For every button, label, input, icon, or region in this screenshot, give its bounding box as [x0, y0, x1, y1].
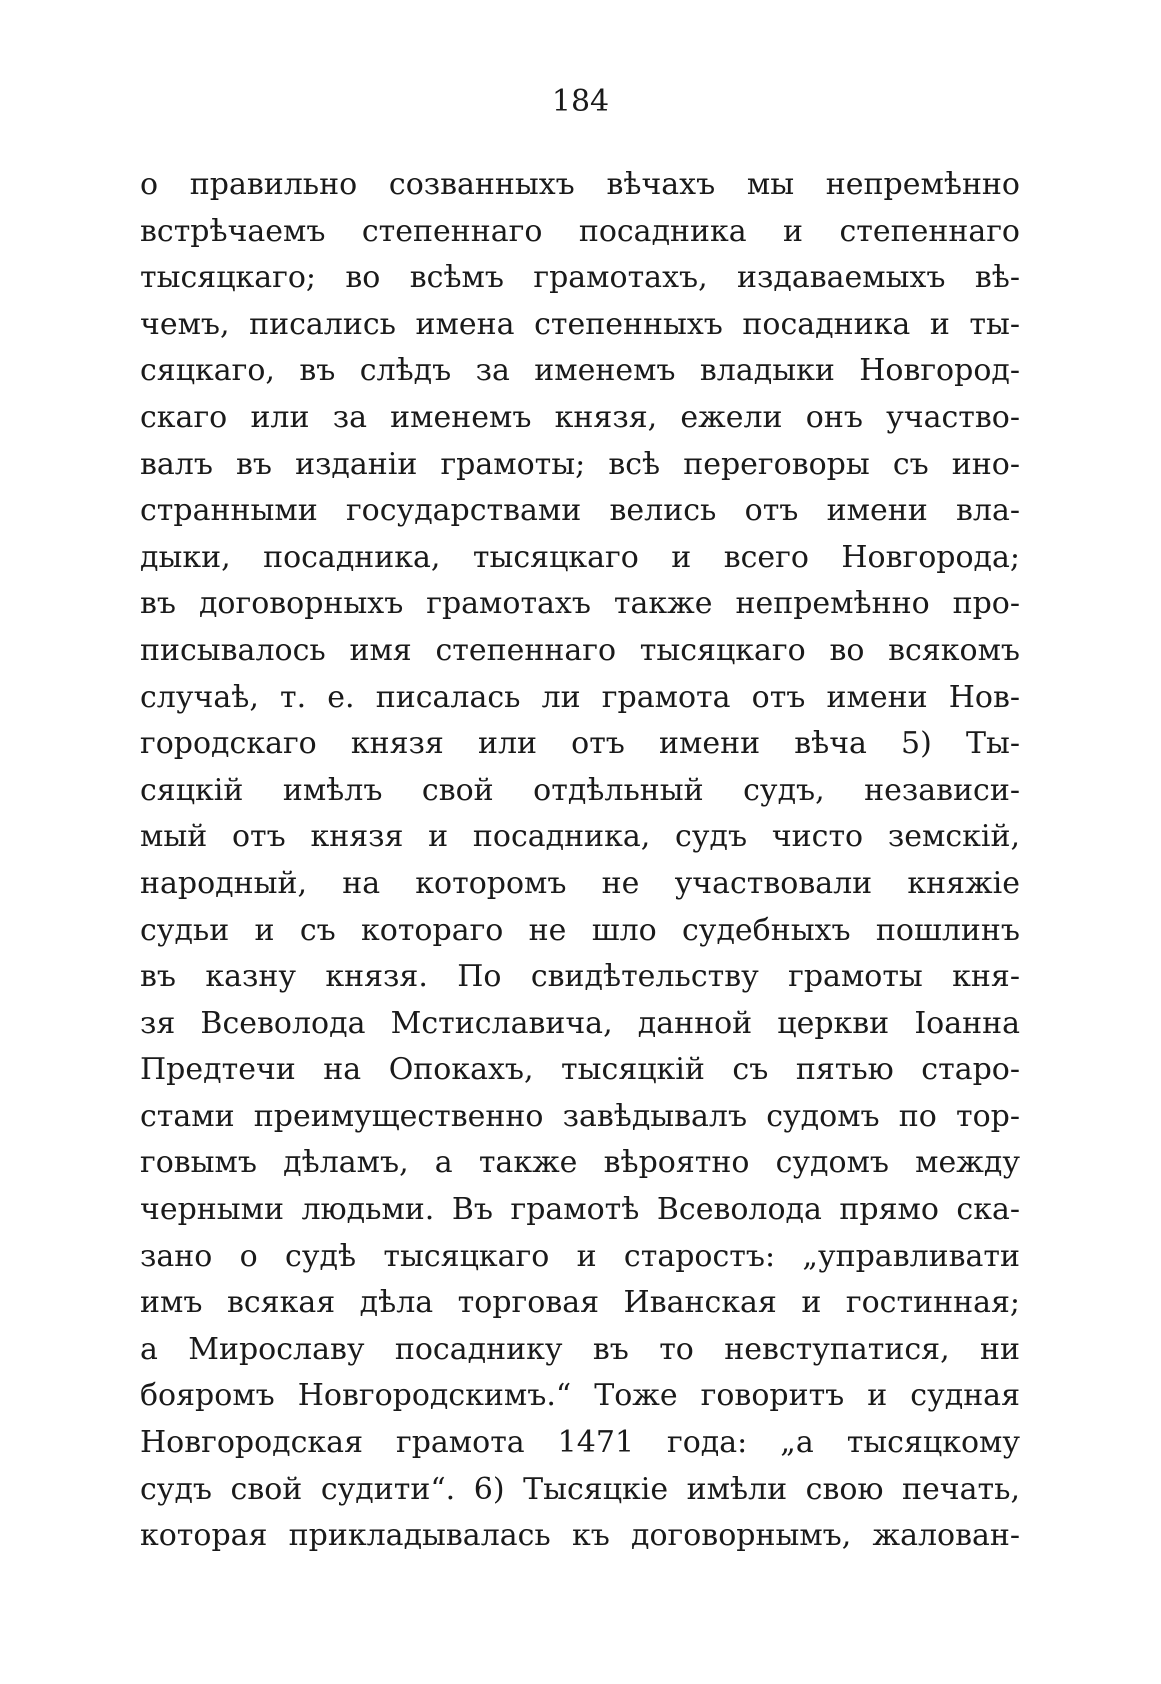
text-line: городскаго князя или отъ имени вѣча 5) Ты-	[140, 726, 1020, 762]
text-line: имъ всякая дѣла торговая Иванская и гостинная;	[140, 1285, 1020, 1321]
text-line: дыки, посадника, тысяцкаго и всего Новгорода;	[140, 539, 1020, 575]
text-line: о правильно созванныхъ вѣчахъ мы непремѣнно	[140, 167, 1020, 202]
text-line: чемъ, писались имена степенныхъ посадника и ты-	[140, 306, 1020, 342]
text-line: сяцкаго, въ слѣдъ за именемъ владыки Новгород-	[140, 353, 1020, 389]
text-line: скаго или за именемъ князя, ежели онъ участво-	[140, 399, 1020, 435]
text-line: Новгородская грамота 1471 года: „а тысяцкому	[140, 1425, 1020, 1461]
text-line: въ казну князя. По свидѣтельству грамоты кня-	[140, 959, 1020, 995]
body-text	[140, 162, 1020, 1560]
text-line: бояромъ Новгородскимъ.“ Тоже говоритъ и судная	[140, 1378, 1020, 1414]
text-line: судьи и съ котораго не шло судебныхъ пошлинъ	[140, 912, 1020, 948]
text-line: сяцкiй имѣлъ свой отдѣльный судъ, независи-	[140, 772, 1020, 808]
text-line: черными людьми. Въ грамотѣ Всеволода прямо ска-	[140, 1192, 1020, 1228]
text-line: стами преимущественно завѣдывалъ судомъ по тор-	[140, 1098, 1020, 1134]
text-line: случаѣ, т. е. писалась ли грамота отъ имени Нов-	[140, 679, 1020, 715]
text-line: валъ въ изданiи грамоты; всѣ переговоры съ ино-	[140, 446, 1020, 482]
text-line: тысяцкаго; во всѣмъ грамотахъ, издаваемыхъ вѣ-	[140, 260, 1020, 296]
text-line: Предтечи на Опокахъ, тысяцкiй съ пятью старо-	[140, 1052, 1020, 1088]
text-line: зя Всеволода Мстиславича, данной церкви Iоанна	[140, 1005, 1020, 1041]
text-line: встрѣчаемъ степеннаго посадника и степеннаго	[140, 213, 1020, 249]
text-line: судъ свой судити“. 6) Тысяцкiе имѣли свою печать,	[140, 1471, 1020, 1507]
text-line: странными государствами велись отъ имени вла-	[140, 493, 1020, 529]
text-line: писывалось имя степеннаго тысяцкаго во всякомъ	[140, 632, 1020, 668]
text-line: мый отъ князя и посадника, судъ чисто земскiй,	[140, 819, 1020, 855]
text-line: которая прикладывалась къ договорнымъ, жалован-	[140, 1518, 1020, 1554]
text-line: народный, на которомъ не участвовали княжiе	[140, 865, 1020, 901]
text-line: зано о судѣ тысяцкаго и старостъ: „управливати	[140, 1238, 1020, 1274]
text-line: говымъ дѣламъ, а также вѣроятно судомъ между	[140, 1145, 1020, 1181]
text-line: а Мирославу посаднику въ то невступатися, ни	[140, 1331, 1020, 1367]
text-line: въ договорныхъ грамотахъ также непремѣнно про-	[140, 586, 1020, 622]
page-number: 184	[551, 84, 610, 119]
